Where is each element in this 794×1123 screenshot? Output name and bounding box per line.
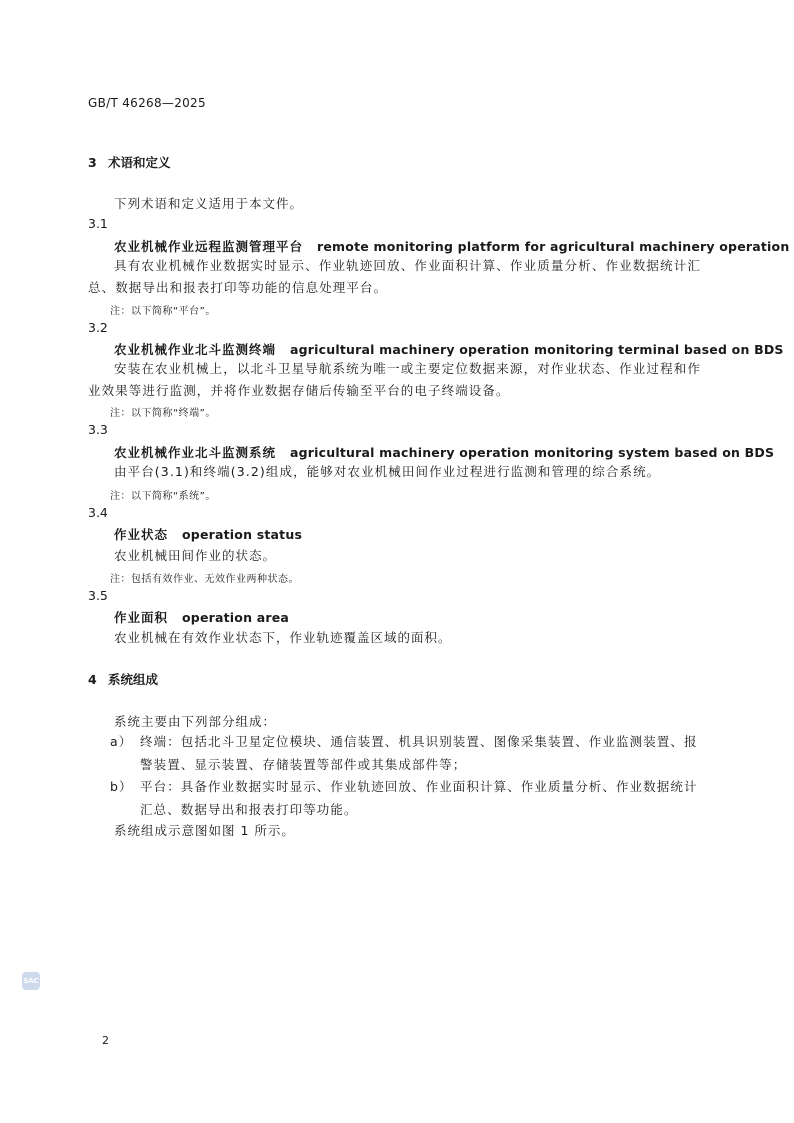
list-item: [110, 730, 701, 776]
list-item-text: 终端：包括北斗卫星定位模块、通信装置、机具识别装置、图像采集装置、作业监测装置、报警装置、显示装置、存储装置等部件或其集成部件等；: [140, 734, 698, 772]
term-title: [114, 340, 784, 358]
term-en: operation area: [182, 610, 290, 625]
term-note: 注：以下简称“系统”。: [110, 491, 216, 502]
term-title: [114, 608, 289, 626]
section-number: 4: [88, 672, 97, 687]
term-zh: 作业状态: [114, 527, 169, 542]
term-definition: 农业机械田间作业的状态。: [114, 548, 277, 563]
term-title: [114, 525, 302, 543]
standard-code: GB/T 46268—2025: [88, 96, 206, 110]
term-zh: 农业机械作业远程监测管理平台: [114, 239, 304, 254]
watermark-logo: SAC: [22, 972, 40, 990]
term-en: remote monitoring platform for agricultural machinery operation: [317, 239, 790, 254]
term-number: 3.1: [88, 216, 108, 231]
page-number: 2: [102, 1034, 109, 1047]
list-marker: a）: [110, 734, 133, 749]
section-3-intro: 下列术语和定义适用于本文件。: [114, 196, 304, 211]
section-number: 3: [88, 155, 97, 170]
term-definition: 由平台(3.1)和终端(3.2)组成，能够对农业机械田间作业过程进行监测和管理的综合系统。: [114, 464, 661, 479]
section-4-intro: 系统主要由下列部分组成：: [114, 714, 277, 729]
term-en: agricultural machinery operation monitoring system based on BDS: [290, 445, 775, 460]
term-note: 注：以下简称“终端”。: [110, 408, 216, 419]
term-en: operation status: [182, 527, 303, 542]
term-zh: 农业机械作业北斗监测系统: [114, 445, 277, 460]
term-title: [114, 237, 789, 255]
list-item: [110, 775, 701, 821]
term-zh: 农业机械作业北斗监测终端: [114, 342, 277, 357]
section-3-heading: [88, 153, 171, 171]
term-number: 3.4: [88, 505, 108, 520]
section-title: 系统组成: [108, 672, 159, 687]
list-marker: b）: [110, 779, 133, 794]
term-definition: 农业机械在有效作业状态下，作业轨迹覆盖区域的面积。: [114, 630, 452, 645]
term-number: 3.5: [88, 588, 108, 603]
term-definition: 具有农业机械作业数据实时显示、作业轨迹回放、作业面积计算、作业质量分析、作业数据统计汇总、数据导出和报表打印等功能的信息处理平台。: [88, 258, 701, 295]
list-item-text: 平台：具备作业数据实时显示、作业轨迹回放、作业面积计算、作业质量分析、作业数据统计汇总、数据导出和报表打印等功能。: [140, 779, 698, 817]
section-title: 术语和定义: [108, 155, 171, 170]
term-definition: 安装在农业机械上，以北斗卫星导航系统为唯一或主要定位数据来源，对作业状态、作业过程和作业效果等进行监测，并将作业数据存储后传输至平台的电子终端设备。: [88, 361, 701, 398]
term-note: 注：以下简称“平台”。: [110, 306, 216, 317]
term-number: 3.2: [88, 320, 108, 335]
term-zh: 作业面积: [114, 610, 169, 625]
section-4-heading: [88, 670, 158, 688]
term-en: agricultural machinery operation monitoring terminal based on BDS: [290, 342, 784, 357]
term-title: [114, 443, 774, 461]
term-number: 3.3: [88, 422, 108, 437]
section-4-closing: 系统组成示意图如图 1 所示。: [114, 823, 295, 838]
term-note: 注：包括有效作业、无效作业两种状态。: [110, 574, 299, 585]
